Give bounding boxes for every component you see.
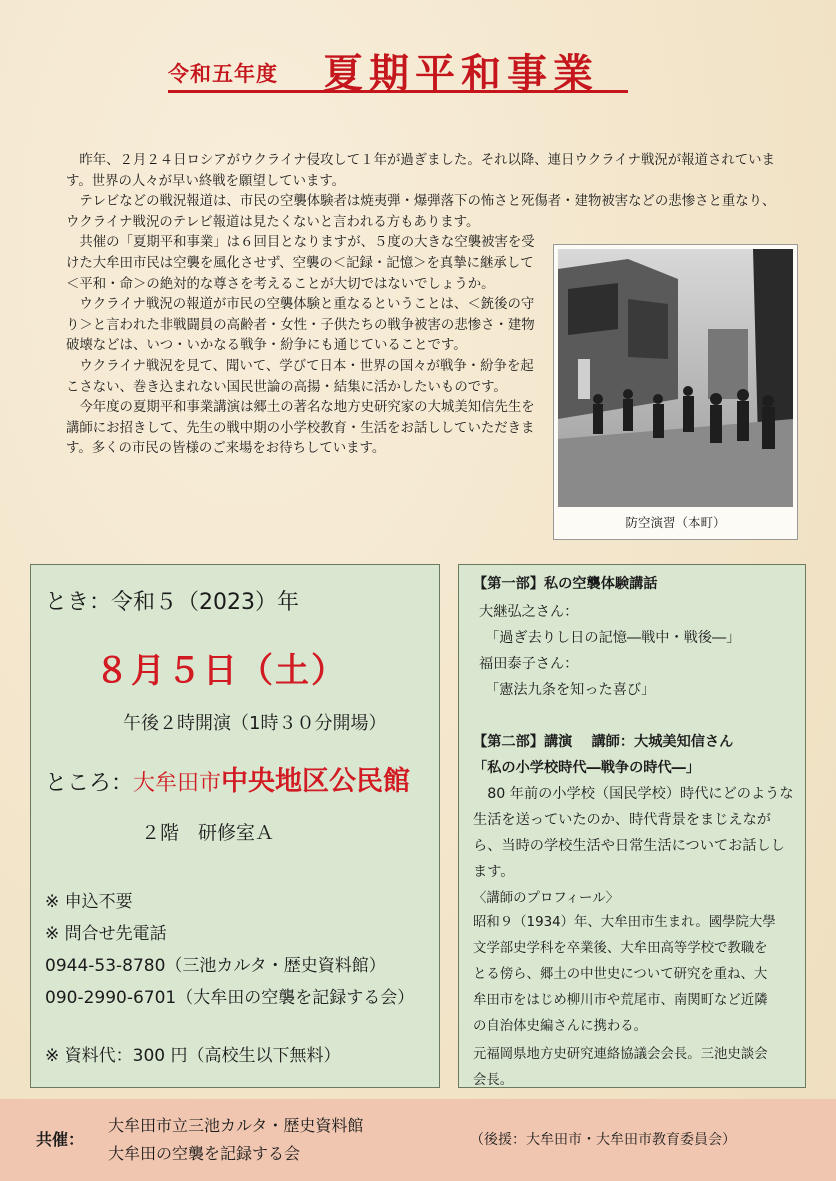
- where-city: 大牟田市: [133, 771, 222, 796]
- profile-line: 昭和９（1934）年、大牟田市生まれ。國學院大學: [473, 915, 776, 930]
- profile-line: 会長。: [473, 1073, 514, 1088]
- profile-line: の自治体史編さんに携わる。: [473, 1019, 648, 1034]
- photo-frame: [553, 244, 798, 540]
- footer-cohost: [0, 1099, 836, 1181]
- intro-paragraph: 今年度の夏期平和事業講演は郷土の著名な地方史研究家の大城美知信先生を講師にお招きして、先生の戦中期の小学校教育・生活をお話ししていただきます。多くの市民の皆様のご来場をお待ちしています。: [66, 400, 535, 457]
- event-info-box: [30, 564, 440, 1088]
- part1-heading: 【第一部】私の空襲体験講話: [473, 576, 658, 592]
- intro-paragraph: 昨年、２月２４日ロシアがウクライナ侵攻して１年が過ぎました。それ以降、連日ウクライナ戦況が報道されています。世界の人々が早い終戦を願望しています。: [66, 153, 775, 189]
- title-underline: [168, 90, 628, 93]
- profile-line: 元福岡県地方史研究連絡協議会会長。三池史談会: [473, 1047, 768, 1062]
- profile-heading: 〈講師のプロフィール〉: [473, 891, 619, 906]
- talk-1: 「過ぎ去りし日の記憶―戦中・戦後―」: [485, 630, 741, 646]
- event-date: ８月５日（土）: [95, 651, 347, 691]
- cohost-org-1: 大牟田市立三池カルタ・歴史資料館: [108, 1116, 364, 1135]
- lecture-desc: ら、当時の学校生活や日常生活についてお話しし: [473, 838, 785, 854]
- title-subtitle: 令和五年度: [168, 62, 278, 86]
- lecture-desc: 80 年前の小学校（国民学校）時代にどのような: [473, 786, 794, 802]
- speaker-1: 大継弘之さん：: [479, 604, 579, 620]
- profile-line: とる傍ら、郷土の中世史について研究を重ね、大: [473, 967, 768, 982]
- speaker-2: 福田泰子さん：: [479, 656, 579, 672]
- event-when: とき：令和５（2023）年: [45, 590, 299, 615]
- title-block: [168, 40, 628, 96]
- cohost-org-2: 大牟田の空襲を記録する会: [108, 1144, 301, 1163]
- intro-paragraph: テレビなどの戦況報道は、市民の空襲体験者は焼夷弾・爆弾落下の怖さと死傷者・建物被害などの悲惨さと重なり、ウクライナ戦況のテレビ報道は見たくないと言われる方もあります。: [66, 194, 776, 230]
- note-contact: ※ 問合せ先電話: [45, 924, 167, 944]
- profile-line: 牟田市をはじめ柳川市や荒尾市、南関町など近隣: [473, 993, 768, 1008]
- supporters: （後援：大牟田市・大牟田市教育委員会）: [470, 1132, 736, 1148]
- where-label: ところ：: [45, 771, 134, 796]
- where-hall: 中央地区公民館: [221, 766, 411, 797]
- lecture-title: 「私の小学校時代―戦争の時代―」: [473, 760, 701, 776]
- contact-tel-1: 0944-53-8780（三池カルタ・歴史資料館）: [45, 956, 386, 976]
- cohost-label: 共催：: [36, 1130, 85, 1149]
- note-fee: ※ 資料代：300 円（高校生以下無料）: [45, 1046, 341, 1066]
- part2-heading: 【第二部】講演 講師：大城美知信さん: [473, 734, 734, 750]
- event-room: ２階 研修室Ａ: [141, 822, 275, 844]
- page-title: 夏期平和事業: [323, 50, 599, 97]
- intro-paragraph: 共催の「夏期平和事業」は６回目となりますが、５度の大きな空襲被害を受けた大牟田市民は空襲を風化させず、空襲の＜記録・記憶＞を真摯に継承して＜平和・命＞の絶対的な尊さを考えることが大切ではないでしょうか。: [66, 235, 535, 292]
- lecture-desc: 生活を送っていたのか、時代背景をまじえなが: [473, 812, 771, 828]
- intro-paragraph: ウクライナ戦況を見て、聞いて、学びて日本・世界の国々が戦争・紛争を起こさない、巻き込まれない国民世論の高揚・結集に活かしたいものです。: [66, 358, 534, 395]
- photo-caption: 防空演習（本町）: [625, 515, 726, 530]
- historical-photo: [558, 249, 793, 507]
- program-box: [458, 564, 806, 1088]
- talk-2: 「憲法九条を知った喜び」: [485, 682, 656, 698]
- intro-paragraph: ウクライナ戦況の報道が市民の空襲体験と重なるということは、＜銃後の守り＞と言われた非戦闘員の高齢者・女性・子供たちの戦争被害の悲惨さ・建物破壊などは、いつ・いかなる戦争・紛争にも通じていることです。: [66, 297, 535, 354]
- event-where: [45, 759, 410, 798]
- profile-line: 文学部史学科を卒業後、大牟田高等学校で教職を: [473, 941, 768, 956]
- event-time: 午後２時開演（1時３０分開場）: [123, 713, 387, 734]
- note-no-application: ※ 申込不要: [45, 892, 133, 912]
- contact-tel-2: 090-2990-6701（大牟田の空襲を記録する会）: [45, 988, 415, 1008]
- lecture-desc: ます。: [473, 864, 515, 880]
